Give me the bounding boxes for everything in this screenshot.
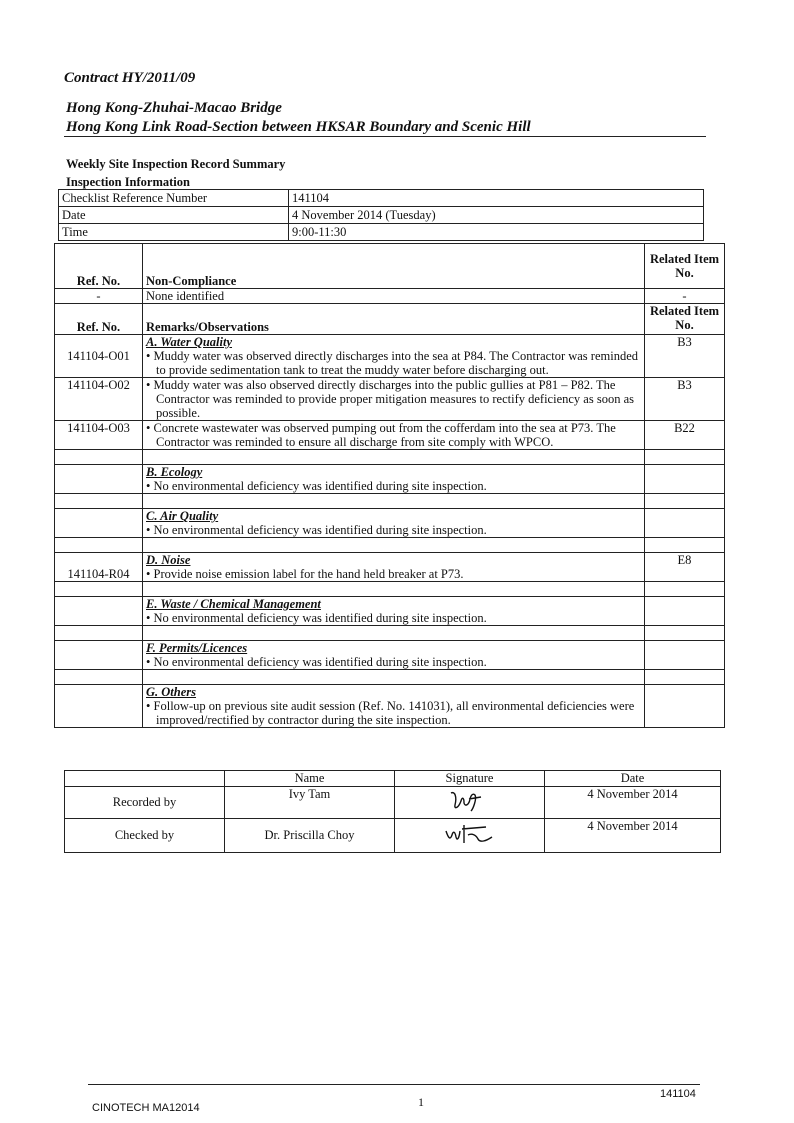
item-ref [55,465,143,494]
ref-header: Ref. No. [55,244,143,289]
table-row [55,421,725,450]
spacer-row [55,450,725,465]
page-number: 1 [418,1095,424,1109]
item-bullet-text: • Follow-up on previous site audit session (Ref. No. 141031), all environmental deficiencies were improved/rectified by contractor during the site inspection. [146,699,641,727]
spacer-cell [645,582,725,597]
table-row [55,465,725,494]
item-bullet-text: • No environmental deficiency was identified during site inspection. [146,479,641,493]
spacer-cell [55,450,143,465]
item-text [143,509,645,538]
section-title: D. Noise [146,553,191,567]
spacer-cell [645,450,725,465]
noncompliance-text: None identified [143,289,645,304]
noncompliance-related: - [645,289,725,304]
table-row [55,641,725,670]
spacer-cell [143,494,645,509]
spacer-cell [645,538,725,553]
item-text [143,378,645,421]
spacer-row [55,538,725,553]
remarks-header-row [55,304,725,335]
spacer-cell [55,582,143,597]
spacer-cell [55,626,143,641]
signoff-role: Recorded by [65,787,225,819]
section-title: F. Permits/Licences [146,641,248,655]
spacer-cell [55,538,143,553]
section-title: G. Others [146,685,197,699]
item-related [645,597,725,626]
table-row [55,597,725,626]
info-row [59,224,704,241]
related-item-header: Related Item No. [645,244,725,289]
info-row [59,207,704,224]
spacer-cell [143,626,645,641]
table-row [55,509,725,538]
spacer-row [55,626,725,641]
table-row [55,553,725,582]
info-label: Checklist Reference Number [59,190,289,207]
info-value: 141104 [289,190,704,207]
table-row [55,335,725,378]
table-row [55,685,725,728]
item-text [143,641,645,670]
signoff-date: 4 November 2014 [545,787,721,819]
info-title: Inspection Information [66,175,190,189]
table-row [55,378,725,421]
section-title: A. Water Quality [146,335,233,349]
signoff-role: Checked by [65,819,225,853]
spacer-row [55,582,725,597]
signoff-header-row [65,771,721,787]
noncompliance-header: Non-Compliance [143,244,645,289]
item-text [143,465,645,494]
spacer-cell [55,494,143,509]
signoff-date: 4 November 2014 [545,819,721,853]
item-bullet-text: • Provide noise emission label for the hand held breaker at P73. [146,567,641,581]
item-ref: 141104-O02 [55,378,143,421]
remarks-related-header: Related Item No. [645,304,725,335]
item-ref: 141104-O03 [55,421,143,450]
item-bullet-text: • No environmental deficiency was identified during site inspection. [146,655,641,669]
item-text [143,685,645,728]
noncompliance-row [55,289,725,304]
spacer-cell [143,538,645,553]
info-row [59,190,704,207]
spacer-cell [645,626,725,641]
signoff-person-name: Dr. Priscilla Choy [225,819,395,853]
footer-ref: 141104 [660,1088,696,1100]
item-bullet-text: • Concrete wastewater was observed pumping out from the cofferdam into the sea at P73. The Contractor was reminded to ensure all discharge from site comply with WPCO. [146,421,641,449]
observations-table [54,243,725,728]
item-bullet-text: • Muddy water was also observed directly discharges into the public gullies at P81 – P82. The Contractor was reminded to provide proper mitigation measures to rectify deficiency as soon as possible. [146,378,641,420]
summary-title: Weekly Site Inspection Record Summary [66,157,286,171]
contract-title: Contract HY/2011/09 [64,70,196,86]
spacer-cell [645,670,725,685]
signoff-blank-header [65,771,225,787]
section-title: C. Air Quality [146,509,219,523]
info-label: Date [59,207,289,224]
spacer-cell [143,450,645,465]
item-ref: 141104-R04 [55,553,143,582]
item-text [143,597,645,626]
signoff-table [64,770,721,853]
signoff-row-checked [65,819,721,853]
item-bullet-text: • No environmental deficiency was identified during site inspection. [146,611,641,625]
spacer-cell [143,670,645,685]
section-title: B. Ecology [146,465,203,479]
signoff-signature [395,819,545,853]
item-related: E8 [645,553,725,582]
noncompliance-header-row [55,244,725,289]
header-rule [64,136,706,137]
item-related: B3 [645,378,725,421]
spacer-row [55,494,725,509]
section-title: E. Waste / Chemical Management [146,597,321,611]
item-text [143,421,645,450]
section-title: Hong Kong Link Road-Section between HKSAR Boundary and Scenic Hill [66,119,531,135]
item-related [645,685,725,728]
item-ref [55,641,143,670]
spacer-row [55,670,725,685]
item-text [143,335,645,378]
noncompliance-ref: - [55,289,143,304]
signoff-signature-header: Signature [395,771,545,787]
project-title: Hong Kong-Zhuhai-Macao Bridge [66,100,282,116]
signoff-name-header: Name [225,771,395,787]
spacer-cell [143,582,645,597]
footer-rule [88,1084,700,1085]
item-related: B3 [645,335,725,378]
item-text [143,553,645,582]
info-value: 4 November 2014 (Tuesday) [289,207,704,224]
remarks-ref-header: Ref. No. [55,304,143,335]
info-value: 9:00-11:30 [289,224,704,241]
handwritten-signature-icon [442,819,498,847]
item-bullet-text: • Muddy water was observed directly discharges into the sea at P84. The Contractor was reminded to provide sedimentation tank to treat the muddy water before discharging out. [146,349,641,377]
item-ref [55,597,143,626]
item-related [645,509,725,538]
handwritten-signature-icon [445,787,495,813]
spacer-cell [645,494,725,509]
signoff-row-recorded [65,787,721,819]
signoff-date-header: Date [545,771,721,787]
item-related: B22 [645,421,725,450]
inspection-info-table [58,189,704,241]
item-ref: 141104-O01 [55,335,143,378]
footer-company: CINOTECH MA12014 [92,1102,200,1114]
item-ref [55,509,143,538]
signoff-signature [395,787,545,819]
remarks-header: Remarks/Observations [143,304,645,335]
item-related [645,465,725,494]
signoff-person-name: Ivy Tam [225,787,395,819]
item-related [645,641,725,670]
spacer-cell [55,670,143,685]
item-bullet-text: • No environmental deficiency was identified during site inspection. [146,523,641,537]
item-ref [55,685,143,728]
info-label: Time [59,224,289,241]
